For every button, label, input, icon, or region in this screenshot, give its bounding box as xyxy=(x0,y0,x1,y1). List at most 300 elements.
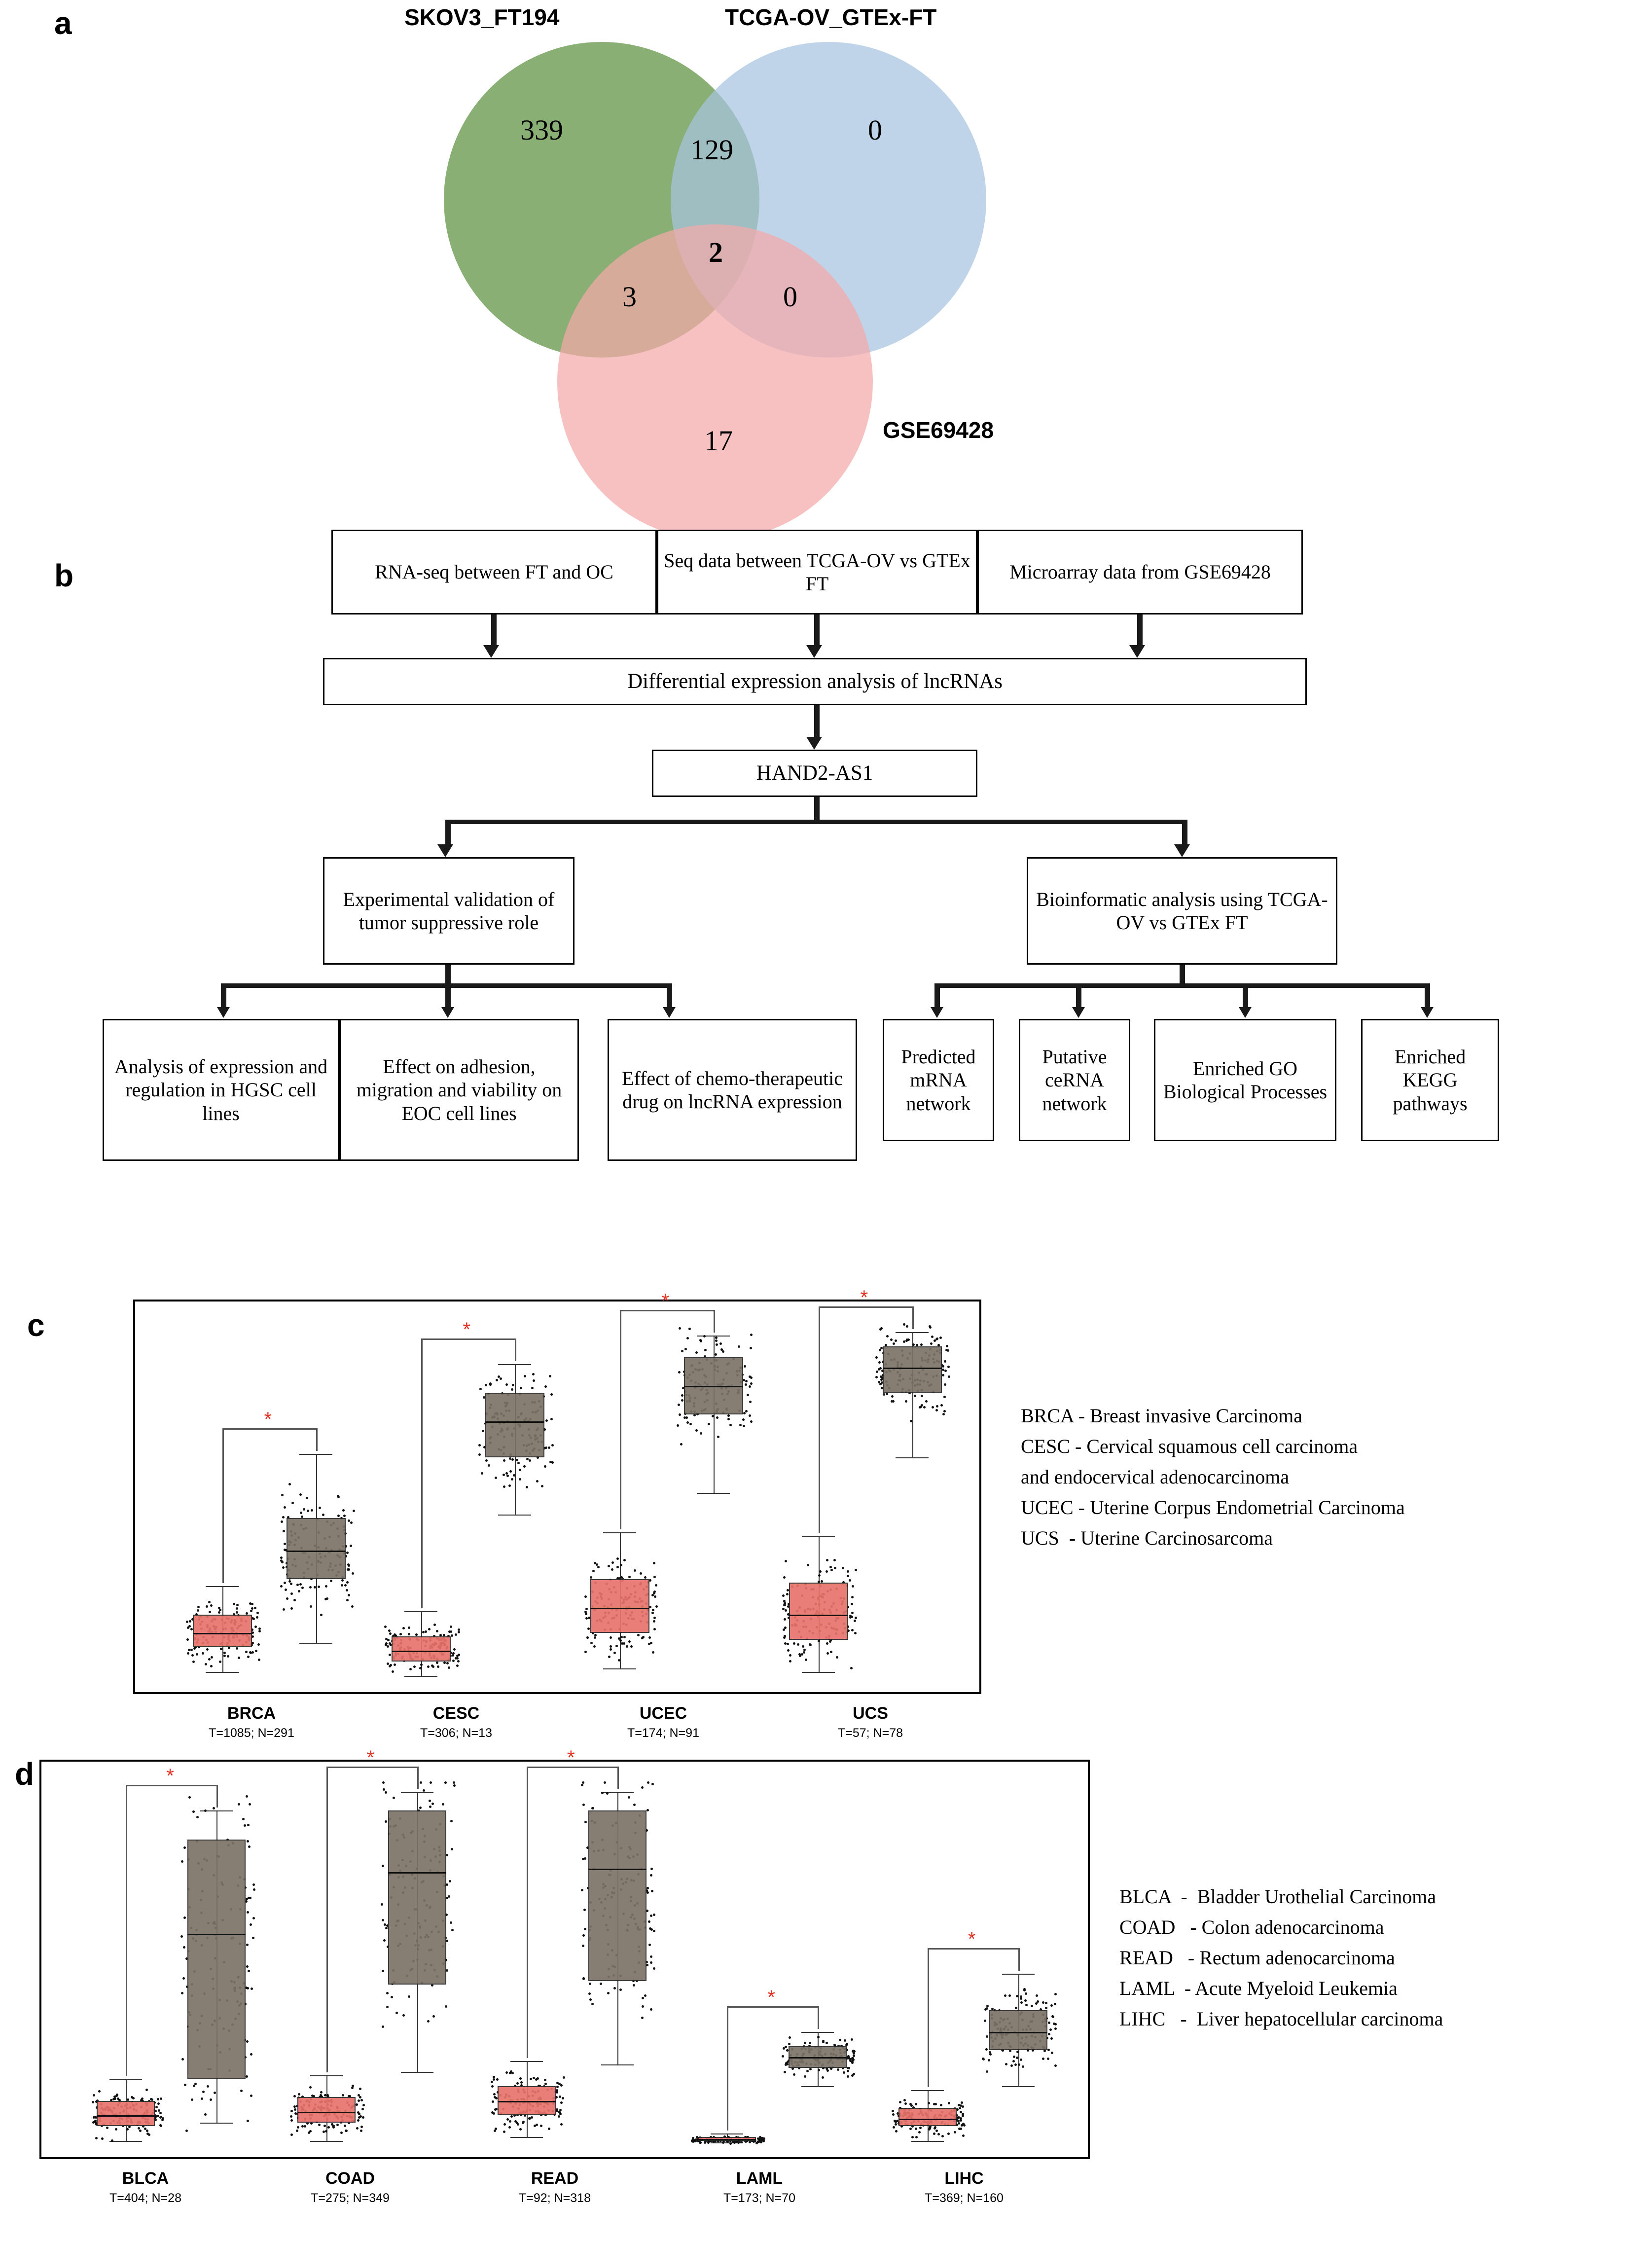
boxplot-data-point xyxy=(360,2126,363,2128)
boxplot-data-point xyxy=(582,1934,585,1937)
panel-label-d: d xyxy=(15,1756,35,1792)
boxplot-data-point xyxy=(847,2075,849,2078)
boxplot-data-point xyxy=(432,2015,435,2018)
boxplot-data-point xyxy=(851,1612,854,1614)
boxplot-data-point xyxy=(729,2142,732,2145)
boxplot-data-point xyxy=(511,1458,514,1461)
boxplot-data-point xyxy=(336,2124,339,2126)
boxplot-data-point xyxy=(541,1485,543,1487)
flow-split-bar xyxy=(448,820,1187,824)
boxplot-data-point xyxy=(248,1970,250,1972)
boxplot-data-point xyxy=(223,1655,226,1657)
boxplot-data-point xyxy=(114,2097,116,2100)
boxplot-whisker-cap xyxy=(603,1668,636,1669)
boxplot-data-point xyxy=(506,1475,509,1477)
boxplot-data-point xyxy=(290,1592,293,1595)
boxplot-data-point xyxy=(855,1569,857,1571)
boxplot-data-point xyxy=(250,2053,252,2056)
boxplot-data-point xyxy=(903,1323,905,1326)
boxplot-data-point xyxy=(732,2141,734,2143)
boxplot-data-point xyxy=(297,2126,299,2129)
boxplot-data-point xyxy=(822,2076,824,2079)
boxplot-median xyxy=(193,1633,252,1634)
boxplot-data-point xyxy=(920,1343,923,1346)
boxplot-data-point xyxy=(1022,2065,1024,2068)
boxplot-median xyxy=(498,2101,556,2102)
boxplot-data-point xyxy=(481,1472,483,1475)
boxplot-data-point xyxy=(519,2128,522,2131)
boxplot-data-point xyxy=(613,1652,616,1654)
boxplot-data-point xyxy=(452,1652,455,1655)
boxplot-data-point xyxy=(750,1376,753,1379)
boxplot-data-point xyxy=(739,1424,742,1426)
boxplot-data-point xyxy=(219,1661,221,1663)
boxplot-data-point xyxy=(247,2120,249,2122)
boxplot-data-point xyxy=(703,1335,706,1337)
boxplot-data-point xyxy=(310,2122,313,2125)
boxplot-data-point xyxy=(655,1584,657,1587)
boxplot-data-point xyxy=(247,1824,250,1826)
boxplot-data-point xyxy=(522,2122,524,2124)
boxplot-data-point xyxy=(729,1424,732,1426)
boxplot-data-point xyxy=(749,1385,751,1388)
boxplot-data-point xyxy=(1020,1995,1022,1998)
boxplot-data-point xyxy=(218,1611,220,1614)
boxplot-data-point xyxy=(644,1994,646,1997)
boxplot-data-point xyxy=(648,1920,650,1923)
boxplot-data-point xyxy=(558,2115,560,2118)
boxplot-data-point xyxy=(98,2090,101,2093)
boxplot-data-point xyxy=(653,1620,655,1623)
boxplot-data-point xyxy=(430,1781,432,1784)
boxplot-data-point xyxy=(883,1393,885,1396)
flow-bio-leg-4 xyxy=(1425,983,1430,1009)
legend-d-line-3: LAML - Acute Myeloid Leukemia xyxy=(1119,1977,1398,1999)
boxplot-data-point xyxy=(342,2094,344,2096)
flow-bio-head-2 xyxy=(1072,1007,1085,1018)
boxplot-data-point xyxy=(526,1458,529,1460)
boxplot-data-point xyxy=(633,1804,636,1806)
boxplot-data-point xyxy=(318,2124,321,2126)
boxplot-data-point xyxy=(681,1350,683,1352)
boxplot-data-point xyxy=(727,1418,730,1420)
boxplot-data-point xyxy=(652,1651,654,1654)
boxplot-data-point xyxy=(937,2133,940,2135)
boxplot-data-point xyxy=(844,2039,846,2042)
boxplot-whisker-cap xyxy=(510,2061,543,2062)
flow-bio-leg-1 xyxy=(934,983,940,1009)
boxplot-data-point xyxy=(1054,2023,1057,2025)
boxplot-data-point xyxy=(650,1874,652,1877)
boxplot-data-point xyxy=(358,2116,360,2119)
boxplot-data-point xyxy=(533,1379,535,1382)
boxplot-data-point xyxy=(826,1559,828,1561)
boxplot-data-point xyxy=(935,1409,938,1411)
boxplot-data-point xyxy=(245,1651,248,1653)
boxplot-data-point xyxy=(948,2102,950,2104)
boxplot-whisker-cap xyxy=(802,1672,835,1673)
boxplot-data-point xyxy=(650,1961,652,1964)
boxplot-data-point xyxy=(914,1395,916,1397)
boxplot-data-point xyxy=(214,2092,216,2094)
boxplot-data-point xyxy=(650,1955,652,1958)
boxplot-data-point xyxy=(210,1665,213,1667)
boxplot-data-point xyxy=(584,1857,586,1860)
boxplot-data-point xyxy=(240,2090,243,2092)
boxplot-data-point xyxy=(600,1983,602,1985)
boxplot-data-point xyxy=(556,2089,558,2092)
boxplot-data-point xyxy=(382,1970,384,1972)
boxplot-data-point xyxy=(249,1803,251,1806)
boxplot-data-point xyxy=(793,2073,795,2076)
boxplot-data-point xyxy=(248,1845,251,1848)
boxplot-data-point xyxy=(251,1642,254,1644)
boxplot-data-point xyxy=(630,1645,633,1648)
boxplot-data-point xyxy=(446,1969,448,1972)
boxplot-data-point xyxy=(310,1605,312,1608)
boxplot-data-point xyxy=(654,1595,656,1598)
boxplot-data-point xyxy=(679,1327,681,1330)
boxplot-data-point xyxy=(236,1611,238,1614)
boxplot-data-point xyxy=(589,1983,591,1985)
significance-bracket-leg xyxy=(1018,1948,1020,1971)
boxplot-data-point xyxy=(653,1562,655,1564)
boxplot-data-point xyxy=(784,2071,786,2073)
flow-bio-child-1: Predicted mRNA network xyxy=(883,1019,994,1141)
boxplot-data-point xyxy=(345,2130,348,2132)
boxplot-data-point xyxy=(940,1404,943,1407)
boxplot-data-point xyxy=(693,1414,696,1416)
boxplot-data-point xyxy=(251,1651,254,1654)
boxplot-data-point xyxy=(886,1393,888,1395)
boxplot-data-point xyxy=(236,1607,238,1610)
boxplot-data-point xyxy=(529,1459,531,1462)
boxplot-data-point xyxy=(591,2003,594,2005)
significance-bracket-leg xyxy=(714,1310,715,1333)
significance-bracket-leg xyxy=(818,2006,819,2029)
flow-split-right-leg xyxy=(1182,820,1187,846)
boxplot-data-point xyxy=(526,1486,528,1488)
boxplot-data-point xyxy=(805,1659,807,1661)
boxplot-data-point xyxy=(436,1662,438,1664)
legend-c-line-0: BRCA - Breast invasive Carcinoma xyxy=(1021,1405,1303,1427)
boxplot-data-point xyxy=(346,1589,348,1591)
boxplot-data-point xyxy=(890,1338,893,1341)
boxplot-data-point xyxy=(420,1781,422,1784)
boxplot-data-point xyxy=(187,1652,189,1655)
boxplot-data-point xyxy=(420,1663,423,1666)
boxplot-data-point xyxy=(1010,2064,1013,2067)
boxplot-data-point xyxy=(111,2139,113,2142)
boxplot-data-point xyxy=(291,1502,294,1504)
boxplot-data-point xyxy=(944,1370,947,1372)
boxplot-data-point xyxy=(145,2089,148,2091)
group-label-c-1: CESC xyxy=(432,1704,480,1723)
boxplot-data-point xyxy=(934,1339,936,1342)
flow-split-left-head xyxy=(437,844,453,857)
boxplot-data-point xyxy=(704,1349,707,1351)
boxplot-data-point xyxy=(750,1382,753,1385)
boxplot-whisker-cap xyxy=(206,1586,239,1587)
boxplot-data-point xyxy=(220,1648,222,1650)
group-n-d-0: T=404; N=28 xyxy=(109,2191,181,2205)
group-label-c-2: UCEC xyxy=(639,1704,687,1723)
boxplot-whisker-cap xyxy=(801,2032,834,2033)
significance-bracket-leg xyxy=(912,1306,914,1329)
boxplot-data-point xyxy=(943,1396,946,1398)
boxplot-chart-d xyxy=(39,1747,1090,2159)
boxplot-data-point xyxy=(251,1988,253,1990)
boxplot-data-point xyxy=(206,1648,209,1651)
boxplot-data-point xyxy=(357,2119,359,2122)
boxplot-data-point xyxy=(826,1570,828,1573)
boxplot-data-point xyxy=(649,1606,651,1608)
boxplot-data-point xyxy=(382,1919,384,1921)
boxplot-data-point xyxy=(804,2042,806,2044)
boxplot-data-point xyxy=(196,1816,199,1818)
boxplot-data-point xyxy=(619,1988,622,1991)
boxplot-data-point xyxy=(388,1629,391,1632)
boxplot-data-point xyxy=(450,1626,452,1628)
boxplot-data-point xyxy=(288,1483,291,1485)
boxplot-data-point xyxy=(306,1497,308,1499)
flow-exp-head-1 xyxy=(217,1007,230,1018)
boxplot-data-point xyxy=(830,1569,833,1571)
boxplot-data-point xyxy=(337,1495,339,1497)
boxplot-data-point xyxy=(446,1854,448,1856)
boxplot-data-point xyxy=(851,1596,854,1598)
boxplot-data-point xyxy=(283,1530,285,1532)
boxplot-data-point xyxy=(934,2127,936,2130)
boxplot-data-point xyxy=(628,1576,631,1578)
boxplot-data-point xyxy=(246,1944,249,1946)
boxplot-data-point xyxy=(893,2126,895,2129)
boxplot-data-point xyxy=(650,2008,652,2011)
boxplot-data-point xyxy=(653,1576,656,1578)
boxplot-data-point xyxy=(962,2123,965,2125)
boxplot-data-point xyxy=(929,1325,931,1328)
boxplot-data-point xyxy=(106,2127,108,2129)
boxplot-data-point xyxy=(247,1840,249,1843)
boxplot-data-point xyxy=(386,1992,389,1994)
boxplot-data-point xyxy=(928,2102,930,2104)
boxplot-data-point xyxy=(280,1585,283,1588)
boxplot-data-point xyxy=(478,1444,481,1446)
boxplot-data-point xyxy=(540,2125,542,2127)
legend-d-line-0: BLCA - Bladder Urothelial Carcinoma xyxy=(1119,1885,1437,1908)
boxplot-data-point xyxy=(290,2115,292,2118)
significance-bracket-leg xyxy=(126,1785,127,2076)
boxplot-data-point xyxy=(494,2130,496,2132)
boxplot-data-point xyxy=(1052,2016,1054,2018)
boxplot-data-point xyxy=(1054,1993,1057,1995)
boxplot-data-point xyxy=(511,1478,513,1481)
boxplot-data-point xyxy=(589,1998,592,2001)
boxplot-data-point xyxy=(506,2118,509,2121)
boxplot-data-point xyxy=(681,1394,683,1397)
boxplot-data-point xyxy=(695,1351,698,1354)
boxplot-data-point xyxy=(930,1342,933,1345)
boxplot-data-point xyxy=(653,1590,656,1593)
boxplot-data-point xyxy=(359,2096,361,2098)
boxplot-whisker-cap xyxy=(401,1792,433,1793)
boxplot-data-point xyxy=(1013,2056,1015,2058)
boxplot-whisker-cap xyxy=(404,1611,437,1612)
boxplot-data-point xyxy=(346,1599,349,1601)
boxplot-data-point xyxy=(196,1653,198,1656)
boxplot-data-point xyxy=(359,2088,361,2090)
boxplot-data-point xyxy=(921,1395,923,1397)
boxplot-data-point xyxy=(1005,2063,1007,2065)
boxplot-data-point xyxy=(931,1336,934,1338)
significance-bracket-leg xyxy=(326,1767,328,2072)
group-label-d-1: COAD xyxy=(325,2169,375,2188)
boxplot-data-point xyxy=(560,2123,563,2126)
boxplot-data-point xyxy=(496,1379,498,1381)
boxplot-data-point xyxy=(648,1636,651,1639)
boxplot-data-point xyxy=(455,1657,457,1660)
boxplot-data-point xyxy=(252,1883,255,1886)
boxplot-data-point xyxy=(742,1418,745,1421)
boxplot-data-point xyxy=(585,1613,587,1615)
significance-bracket-leg xyxy=(316,1428,318,1451)
boxplot-data-point xyxy=(879,1367,882,1370)
boxplot-data-point xyxy=(451,1634,453,1637)
boxplot-data-point xyxy=(715,1353,717,1356)
flow-exp-child-1: Analysis of expression and regulation in HGSC cell lines xyxy=(103,1019,339,1161)
boxplot-data-point xyxy=(623,1636,626,1638)
flow-de-analysis: Differential expression analysis of lncRNAs xyxy=(323,658,1307,705)
significance-star: * xyxy=(661,1290,670,1312)
boxplot-data-point xyxy=(290,2119,293,2122)
boxplot-data-point xyxy=(456,1664,459,1667)
boxplot-data-point xyxy=(254,1626,257,1628)
venn-count-skov3-only: 339 xyxy=(520,114,563,146)
boxplot-data-point xyxy=(782,2055,784,2058)
boxplot-median xyxy=(789,2057,847,2059)
boxplot-data-point xyxy=(594,1634,597,1636)
boxplot-data-point xyxy=(382,1865,384,1867)
boxplot-data-point xyxy=(344,1584,347,1587)
group-label-d-4: LIHC xyxy=(944,2169,984,2188)
boxplot-data-point xyxy=(556,2108,558,2111)
boxplot-data-point xyxy=(247,1911,249,1914)
boxplot-data-point xyxy=(139,2130,142,2132)
boxplot-data-point xyxy=(303,1508,305,1511)
boxplot-data-point xyxy=(284,1543,286,1545)
boxplot-data-point xyxy=(653,1617,656,1619)
boxplot-data-point xyxy=(804,2075,806,2078)
group-n-d-4: T=369; N=160 xyxy=(925,2191,1004,2205)
boxplot-data-point xyxy=(818,1574,821,1577)
boxplot-data-point xyxy=(722,1350,724,1353)
boxplot-data-point xyxy=(584,1651,587,1653)
boxplot-data-point xyxy=(448,1666,450,1669)
boxplot-data-point xyxy=(915,2128,917,2130)
boxplot-data-point xyxy=(1020,2001,1023,2004)
boxplot-data-point xyxy=(204,2113,207,2116)
boxplot-data-point xyxy=(653,1914,655,1916)
panel-d-boxplot xyxy=(0,1746,1652,2241)
boxplot-data-point xyxy=(324,1598,327,1600)
boxplot-data-point xyxy=(181,1992,183,1994)
venn-count-gse-only: 17 xyxy=(704,425,733,457)
boxplot-data-point xyxy=(308,2132,310,2134)
boxplot-data-point xyxy=(1047,2049,1050,2051)
boxplot-data-point xyxy=(1014,2063,1017,2066)
boxplot-data-point xyxy=(688,1328,691,1330)
boxplot-data-point xyxy=(934,2103,937,2105)
boxplot-data-point xyxy=(847,1570,849,1573)
boxplot-data-point xyxy=(548,2128,550,2130)
boxplot-data-point xyxy=(640,1572,642,1575)
boxplot-data-point xyxy=(236,1647,238,1650)
boxplot-data-point xyxy=(189,1620,191,1623)
legend-d-line-1: COAD - Colon adenocarcinoma xyxy=(1119,1916,1384,1938)
boxplot-data-point xyxy=(300,1512,302,1514)
boxplot-data-point xyxy=(362,2104,365,2106)
boxplot-data-point xyxy=(899,2101,901,2103)
boxplot-data-point xyxy=(428,1628,431,1630)
boxplot-data-point xyxy=(738,1345,740,1348)
boxplot-data-point xyxy=(209,1611,211,1613)
boxplot-data-point xyxy=(847,1575,849,1577)
boxplot-box-tumor xyxy=(392,1636,451,1662)
boxplot-data-point xyxy=(655,1605,658,1608)
boxplot-data-point xyxy=(284,1506,286,1509)
boxplot-data-point xyxy=(879,1349,881,1351)
boxplot-data-point xyxy=(496,2078,499,2081)
boxplot-data-point xyxy=(350,1521,353,1524)
boxplot-data-point xyxy=(785,1609,787,1612)
boxplot-data-point xyxy=(637,1634,640,1636)
boxplot-data-point xyxy=(529,2117,531,2120)
boxplot-median xyxy=(287,1551,346,1552)
boxplot-data-point xyxy=(818,1640,820,1642)
boxplot-data-point xyxy=(286,1597,288,1600)
boxplot-data-point xyxy=(608,1656,611,1658)
boxplot-data-point xyxy=(523,1465,526,1468)
boxplot-data-point xyxy=(727,1414,730,1417)
boxplot-data-point xyxy=(350,1545,352,1547)
boxplot-data-point xyxy=(348,1594,350,1596)
boxplot-whisker-cap xyxy=(911,2090,944,2091)
boxplot-data-point xyxy=(252,1937,254,1939)
boxplot-data-point xyxy=(757,2137,759,2140)
boxplot-whisker-cap xyxy=(310,2141,343,2142)
flow-exp-leg-3 xyxy=(667,983,672,1009)
boxplot-data-point xyxy=(258,1659,260,1661)
legend-c-line-4: UCS - Uterine Carcinosarcoma xyxy=(1021,1527,1273,1549)
boxplot-data-point xyxy=(649,1927,651,1930)
boxplot-data-point xyxy=(491,2081,493,2083)
boxplot-data-point xyxy=(207,2085,209,2088)
venn-circle-gse xyxy=(557,224,873,540)
boxplot-data-point xyxy=(389,1654,391,1656)
panel-label-c: c xyxy=(27,1307,45,1343)
boxplot-data-point xyxy=(282,1516,285,1518)
boxplot-data-point xyxy=(848,2057,850,2059)
boxplot-data-point xyxy=(393,1797,395,1799)
boxplot-data-point xyxy=(458,1631,460,1633)
boxplot-data-point xyxy=(452,1654,454,1657)
boxplot-data-point xyxy=(785,1560,787,1562)
boxplot-data-point xyxy=(288,1580,291,1583)
boxplot-data-point xyxy=(581,1784,583,1786)
boxplot-data-point xyxy=(282,1566,285,1569)
boxplot-data-point xyxy=(330,1580,332,1582)
boxplot-data-point xyxy=(436,1630,438,1632)
